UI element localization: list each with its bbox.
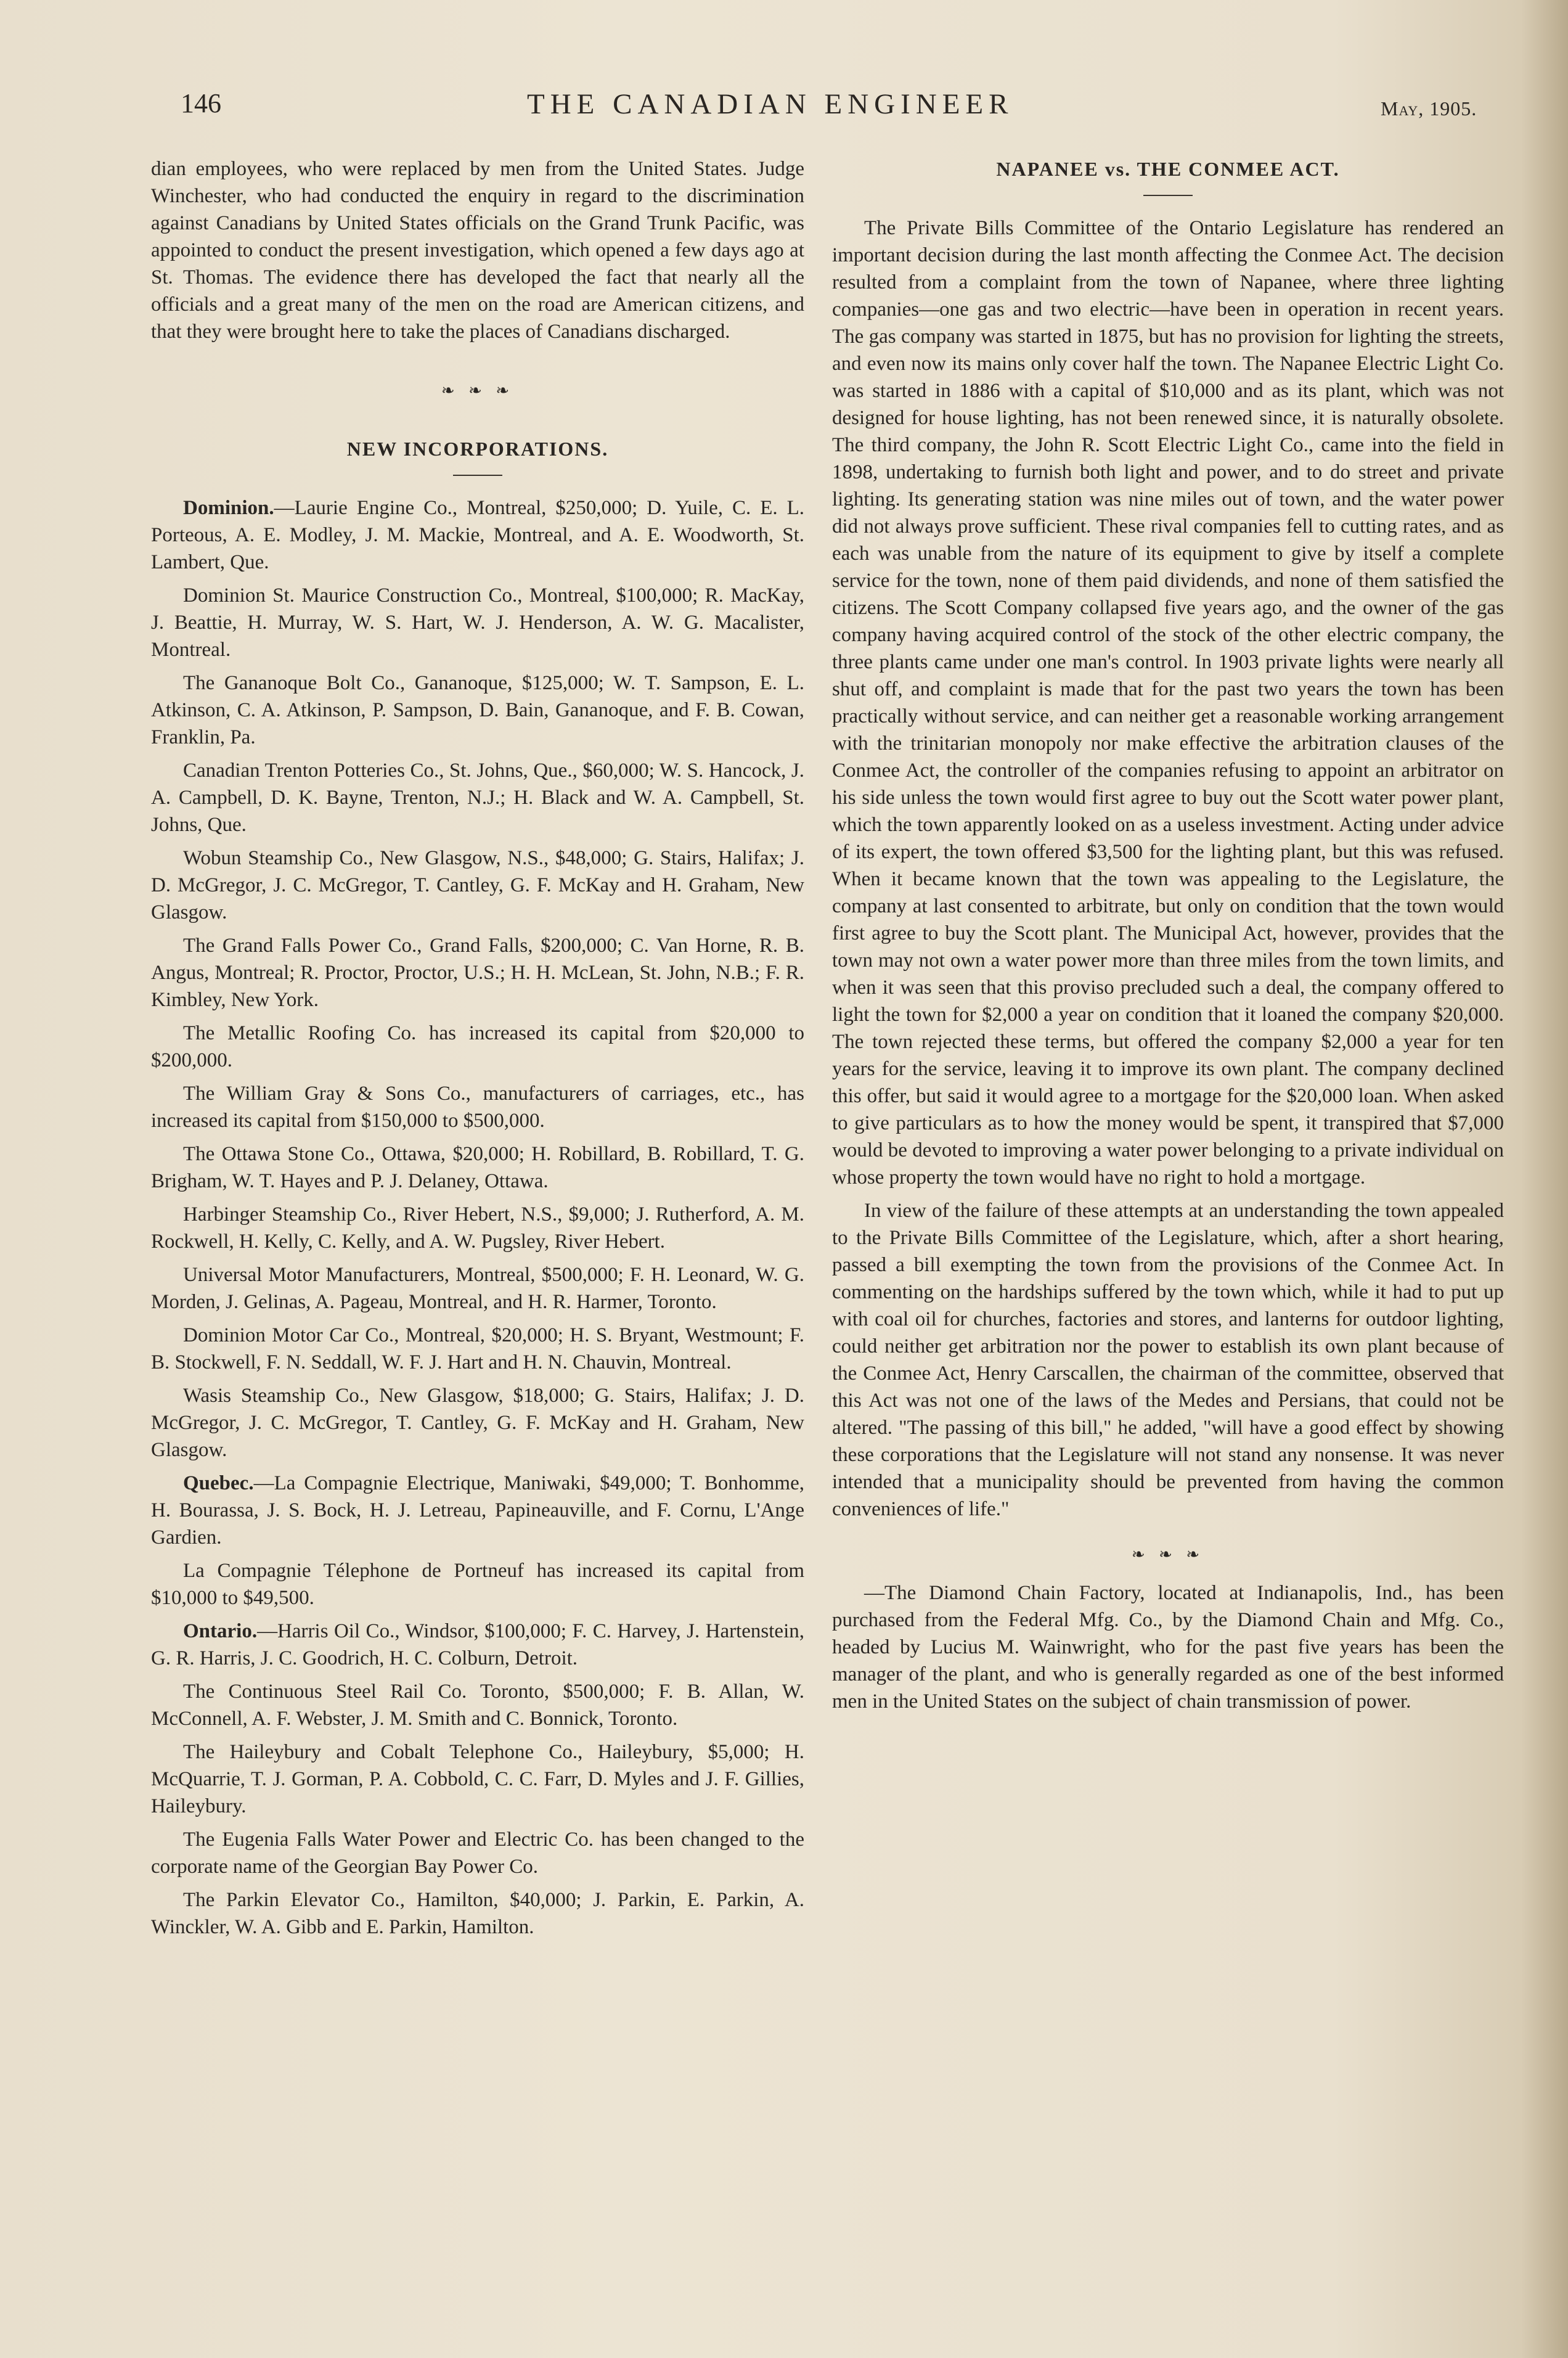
incorporation-list [151,494,804,1941]
incorporation-entry [151,1080,804,1134]
section-ornament: ❧ ❧ ❧ [441,382,515,399]
entry-text: Wobun Steamship Co., New Glasgow, N.S., $48,000; G. Stairs, Halifax; J. D. McGregor, J. C. McGregor, T. Cantley, G. F. McKay and H. Graham, New Glasgow. [151,847,804,923]
entry-text: —Harris Oil Co., Windsor, $100,000; F. C. Harvey, J. Hartenstein, G. R. Harris, J. C. Goodrich, H. C. Colburn, Detroit. [151,1620,804,1669]
entry-text: —Laurie Engine Co., Montreal, $250,000; D. Yuile, C. E. L. Porteous, A. E. Modley, J. M. Mackie, Montreal, and A. E. Woodworth, St. Lambert, Que. [151,497,804,573]
incorporation-entry [151,1382,804,1464]
incorporation-entry [151,1322,804,1376]
incorporation-entry [151,582,804,663]
incorporation-entry [151,1140,804,1195]
province-label: Dominion. [183,497,274,519]
right-column [832,155,1504,1715]
article-paragraph: The Private Bills Committee of the Ontario Legislature has rendered an important decision during the last month affecting the Conmee Act. The decision resulted from a complaint from the town of Napanee, where three lighting companies—one gas and two electric—have been in operation in recent years. The gas company was started in 1875, but has no provision for lighting the streets, and even now its mains only cover half the town. The Napanee Electric Light Co. was started in 1886 with a capital of $10,000 and as its plant, which was not designed for house lighting, has not been renewed since, it is naturally obsolete. The third company, the John R. Scott Electric Light Co., came into the field in 1898, undertaking to furnish both light and power, and to do street and private lighting. Its generating station was nine miles out of town, and the water power did not always prove sufficient. These rival companies fell to cutting rates, and as each was unable from the nature of its equipment to give by itself a complete service for the town, none of them paid dividends, and none of them satisfied the citizens. The Scott Company collapsed five years ago, and the owner of the gas company having acquired control of the stock of the other electric company, the three plants came under one man's control. In 1903 private lights were nearly all shut off, and complaint is made that for the past two years the town has been practically without service, and can neither get a reasonable working arrangement with the trinitarian monopoly nor make effective the arbitration clauses of the Conmee Act, the controller of the companies refusing to appoint an arbitrator on his side unless the town would first agree to buy out the Scott water power plant, which the town apparently looked on as a useless investment. Acting under advice of its expert, the town offered $3,500 for the lighting plant, but this was refused. When it became known that the town was appealing to the Legislature, the company at last consented to arbitrate, but only on condition that the town would first agree to buy the Scott plant. The Municipal Act, however, provides that the town may not own a water power more than three miles from the town limits, and when it was seen that this proviso precluded such a deal, the company offered to light the town for $2,000 a year on condition that it loaned the company $20,000. The town rejected these terms, but offered the company $2,000 a year for ten years for the service, leaving it to improve its own plant. The company declined this offer, but said it would agree to a mortgage for the $20,000 loan. When asked to give particulars as to how the money would be spent, it transpired that $7,000 would be devoted to improving a water power belonging to a private individual on whose property the town would have no right to hold a mortgage. [832,217,1504,1189]
entry-text: The Parkin Elevator Co., Hamilton, $40,000; J. Parkin, E. Parkin, A. Winckler, W. A. Gibb and E. Parkin, Hamilton. [151,1889,804,1938]
entry-text: Dominion Motor Car Co., Montreal, $20,000; H. S. Bryant, Westmount; F. B. Stockwell, F. N. Seddall, W. F. J. Hart and H. N. Chauvin, Montreal. [151,1324,804,1373]
incorporation-entry [151,1201,804,1255]
incorporation-entry [151,1020,804,1074]
issue-date: May, 1905. [1381,97,1477,120]
incorporation-entry [151,669,804,751]
entry-text: Canadian Trenton Potteries Co., St. Johns, Que., $60,000; W. S. Hancock, J. A. Campbell, D. K. Bayne, Trenton, N.J.; H. Black and W. A. Campbell, St. Johns, Que. [151,759,804,836]
entry-text: Wasis Steamship Co., New Glasgow, $18,000; G. Stairs, Halifax; J. D. McGregor, J. C. McGregor, T. Cantley, G. F. McKay and H. Graham, New Glasgow. [151,1385,804,1461]
entry-text: La Compagnie Télephone de Portneuf has increased its capital from $10,000 to $49,500. [151,1560,804,1609]
entry-text: The William Gray & Sons Co., manufacturers of carriages, etc., has increased its capital from $150,000 to $500,000. [151,1083,804,1132]
entry-text: The Metallic Roofing Co. has increased its capital from $20,000 to $200,000. [151,1022,804,1071]
incorporation-entry [151,1470,804,1551]
incorporation-entry [151,1738,804,1820]
incorporation-entry [151,1826,804,1880]
heading-rule [1143,195,1193,196]
incorporation-entry [151,494,804,576]
incorporation-entry [151,1618,804,1672]
entry-text: Harbinger Steamship Co., River Hebert, N.S., $9,000; J. Rutherford, A. M. Rockwell, H. Kelly, C. Kelly, and A. W. Pugsley, River Hebert. [151,1203,804,1253]
journal-title: THE CANADIAN ENGINEER [527,88,1014,120]
incorporation-entry [151,1886,804,1941]
entry-text: The Continuous Steel Rail Co. Toronto, $500,000; F. B. Allan, W. McConnell, A. F. Webster, J. M. Smith and C. Bonnick, Toronto. [151,1680,804,1730]
entry-text: The Eugenia Falls Water Power and Electric Co. has been changed to the corporate name of the Georgian Bay Power Co. [151,1828,804,1878]
left-column [151,155,804,1941]
heading-rule [453,475,502,476]
entry-text: The Gananoque Bolt Co., Gananoque, $125,000; W. T. Sampson, E. L. Atkinson, C. A. Atkinson, P. Sampson, D. Bain, Gananoque, and F. B. Cowan, Franklin, Pa. [151,672,804,748]
entry-text: The Ottawa Stone Co., Ottawa, $20,000; H. Robillard, B. Robillard, T. G. Brigham, W. T. Hayes and P. J. Delaney, Ottawa. [151,1143,804,1192]
section-heading: NEW INCORPORATIONS. [346,438,609,460]
province-label: Ontario. [183,1620,258,1642]
incorporation-entry [151,932,804,1013]
article-paragraph: In view of the failure of these attempts at an understanding the town appealed to the Private Bills Committee of the Legislature, which, after a short hearing, passed a bill exempting the town from the provisions of the Conmee Act. In commenting on the hardships suffered by the town which, while it had to put up with coal oil for churches, factories and stores, and lanterns for outdoor lighting, could neither get arbitration nor the power to establish its own plant because of the Conmee Act, Henry Carscallen, the chairman of the committee, observed that this Act was not one of the laws of the Medes and Persians, that could not be altered. "The passing of this bill," he added, "will have a good effect by showing these corporations that the Legislature will not stand any nonsense. It was never intended that a municipality should be prevented from having the common conveniences of life." [832,1200,1504,1520]
incorporation-entry [151,1261,804,1316]
incorporation-entry [151,757,804,838]
entry-text: Universal Motor Manufacturers, Montreal, $500,000; F. H. Leonard, W. G. Morden, J. Gelinas, A. Pageau, Montreal, and H. R. Harmer, Toronto. [151,1264,804,1313]
news-item: —The Diamond Chain Factory, located at Indianapolis, Ind., has been purchased from the Federal Mfg. Co., by the Diamond Chain and Mfg. Co., headed by Lucius M. Wainwright, who for the past five years has been the manager of the plant, and who is generally regarded as one of the best informed men in the United States on the subject of chain transmission of power. [832,1582,1504,1713]
section-ornament: ❧ ❧ ❧ [1131,1545,1205,1563]
incorporation-entry [151,1678,804,1732]
page-number: 146 [181,88,221,118]
province-label: Quebec. [183,1472,254,1494]
entry-text: Dominion St. Maurice Construction Co., Montreal, $100,000; R. MacKay, J. Beattie, H. Murray, W. S. Hart, W. J. Henderson, A. W. G. Macalister, Montreal. [151,584,804,661]
incorporation-entry [151,1557,804,1611]
article-heading: NAPANEE vs. THE CONMEE ACT. [996,158,1340,180]
incorporation-entry [151,845,804,926]
entry-text: The Grand Falls Power Co., Grand Falls, $200,000; C. Van Horne, R. B. Angus, Montreal; R. Proctor, Proctor, U.S.; H. H. McLean, St. John, N.B.; F. R. Kimbley, New York. [151,935,804,1011]
entry-text: —La Compagnie Electrique, Maniwaki, $49,000; T. Bonhomme, H. Bourassa, J. S. Bock, H. J. Letreau, Papineauville, and F. Cornu, L'Ange Gardien. [151,1472,804,1549]
running-header [0,88,1568,131]
entry-text: The Haileybury and Cobalt Telephone Co., Haileybury, $5,000; H. McQuarrie, T. J. Gorman, P. A. Cobbold, C. C. Farr, D. Myles and J. F. Gillies, Haileybury. [151,1741,804,1817]
intro-paragraph: dian employees, who were replaced by men from the United States. Judge Winchester, who had conducted the enquiry in regard to the discrimination against Canadians by United States officials on the Grand Trunk Pacific, was appointed to conduct the present investigation, which opened a few days ago at St. Thomas. The evidence there has developed the fact that nearly all the officials and a great many of the men on the road are American citizens, and that they were brought here to take the places of Canadians discharged. [151,158,804,343]
